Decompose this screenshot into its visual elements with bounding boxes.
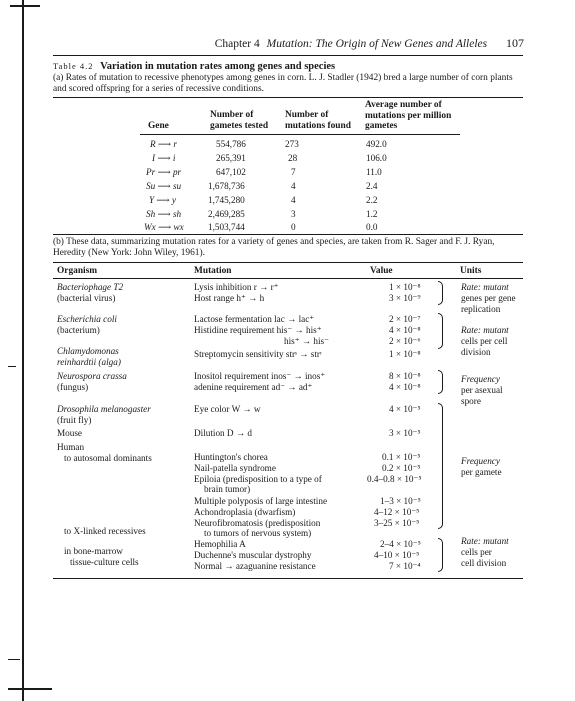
col-gametes-header: Number of gametes tested (210, 110, 269, 131)
brace (438, 313, 443, 349)
col-organism-header: Organism (57, 266, 98, 276)
col-gene-header: Gene (148, 121, 169, 131)
margin-top-tick (10, 5, 40, 7)
value-item: 3–25 × 10⁻⁵ (374, 518, 420, 528)
table-row-gametes: 2,469,285 (208, 209, 245, 219)
brace (438, 538, 443, 572)
mutation-item: his⁺ → his⁻ (284, 336, 329, 346)
unit-line: spore (461, 396, 481, 406)
mutation-item: brain tumor) (204, 484, 251, 494)
organism-sub: (bacterial virus) (57, 293, 116, 303)
organism-name: to X-linked recessives (64, 526, 146, 536)
table-row-average: 2.4 (366, 181, 378, 191)
table-row-gene: Su ⟶ su (146, 181, 182, 191)
part-b-header-bottom-rule (53, 278, 523, 279)
margin-vertical-rule (22, 0, 24, 701)
table-row-gene: Wx ⟶ wx (144, 222, 184, 232)
organism-name: Human (57, 442, 85, 452)
value-item: 0.4–0.8 × 10⁻⁵ (367, 474, 422, 484)
unit-line: Frequency (461, 456, 500, 466)
value-item: 2 × 10⁻⁷ (389, 314, 421, 324)
brace (438, 403, 443, 529)
unit-line: Rate: mutant (461, 536, 509, 546)
unit-line: Frequency (461, 374, 500, 384)
table-row-gametes: 1,678,736 (208, 181, 245, 191)
top-rule (53, 55, 523, 56)
mutation-item: to tumors of nervous system) (204, 528, 312, 538)
unit-line: cells per (461, 547, 492, 557)
table-row-mutations: 3 (291, 209, 296, 219)
organism-sub: reinhardtii (alga) (57, 357, 121, 367)
mutation-item: Duchenne's muscular dystrophy (194, 550, 312, 560)
margin-bottom-tick (8, 688, 52, 690)
part-b-intro: (b) These data, summarizing mutation rates for a variety of genes and species, are taken from R. Sager and F. J. Ryan, Heredity (New York: John Wiley, 1961). (53, 237, 495, 258)
brace (438, 370, 443, 394)
unit-line: genes per gene (461, 293, 516, 303)
table-row-gene: Sh ⟶ sh (146, 209, 182, 219)
table-row-gene: Y ⟶ y (149, 195, 176, 205)
page-number: 107 (506, 36, 524, 50)
mutation-item: Inositol requirement inos⁻ → inos⁺ (194, 371, 326, 381)
mutation-item: Host range h⁺ → h (194, 293, 265, 303)
mutation-item: Lactose fermentation lac → lac⁺ (194, 314, 315, 324)
value-item: 3 × 10⁻⁹ (389, 293, 421, 303)
organism-name: Escherichia coli (57, 314, 117, 324)
unit-line: replication (461, 304, 501, 314)
value-item: 1 × 10⁻⁸ (389, 349, 421, 359)
table-row-gametes: 554,786 (216, 139, 246, 149)
value-item: 1 × 10⁻⁸ (389, 282, 421, 292)
part-a-intro: (a) Rates of mutation to recessive phenotypes among genes in corn. L. J. Stadler (1942) bred a large number of corn plants and scored offspring for a series of recessive conditions. (53, 73, 513, 94)
organism-sub: (fungus) (57, 382, 89, 392)
part-a-bottom-rule (53, 234, 523, 235)
table-row-gametes: 1,745,280 (208, 195, 245, 205)
table-title-text: Variation in mutation rates among genes and species (100, 61, 336, 72)
value-item: 7 × 10⁻⁴ (389, 561, 421, 571)
organism-name: Bacteriophage T2 (57, 282, 124, 292)
part-b-bottom-rule (53, 578, 523, 579)
unit-line: cells per cell (461, 336, 508, 346)
mutation-item: Histidine requirement his⁻ → his⁺ (194, 325, 322, 335)
unit-line: cell division (461, 558, 507, 568)
mutation-item: Huntington's chorea (194, 452, 268, 462)
organism-sub: (fruit fly) (57, 415, 92, 425)
value-item: 4 × 10⁻⁸ (389, 382, 421, 392)
table-row-mutations: 28 (288, 153, 298, 163)
table-row-gene: I ⟶ i (152, 153, 176, 163)
table-row-gene: Pr ⟶ pr (146, 167, 182, 177)
mutation-item: Achondroplasia (dwarfism) (194, 507, 296, 517)
mutation-item: Eye color W → w (194, 404, 261, 414)
value-item: 0.2 × 10⁻⁵ (382, 463, 421, 473)
mutation-item: Dilution D → d (194, 428, 252, 438)
margin-small-tick (8, 659, 20, 660)
organism-name: Drosophila melanogaster (57, 404, 151, 414)
part-b-header-top-rule (53, 262, 523, 263)
chapter-label: Chapter 4 (214, 38, 260, 50)
brace (438, 281, 443, 305)
table-row-gametes: 1,503,744 (208, 222, 245, 232)
value-item: 3 × 10⁻⁵ (389, 428, 421, 438)
unit-line: Rate: mutant (461, 325, 509, 335)
mutation-item: Streptomycin sensitivity strˢ → strʳ (194, 349, 322, 359)
value-item: 8 × 10⁻⁸ (389, 371, 421, 381)
unit-line: Rate: mutant (461, 282, 509, 292)
value-item: 4 × 10⁻⁵ (389, 404, 421, 414)
table-row-gametes: 265,391 (216, 153, 246, 163)
col-average-header: Average number of mutations per million gametes (365, 100, 452, 131)
value-item: 4–12 × 10⁻⁵ (374, 507, 420, 517)
margin-small-tick (8, 366, 16, 367)
mutation-item: Normal → azaguanine resistance (194, 561, 316, 571)
table-row-mutations: 0 (291, 222, 296, 232)
value-item: 0.1 × 10⁻⁵ (382, 452, 421, 462)
organism-name: Chlamydomonas (57, 346, 119, 356)
col-mutation-header: Mutation (194, 266, 232, 276)
page-header (0, 36, 524, 51)
table-row-gametes: 647,102 (216, 167, 246, 177)
unit-line: per gamete (461, 467, 502, 477)
chapter-title: Mutation: The Origin of New Genes and Alleles (266, 38, 488, 50)
mutation-item: Lysis inhibition r → r⁺ (194, 282, 279, 292)
table-row-average: 106.0 (366, 153, 387, 163)
organism-name: Neurospora crassa (57, 371, 127, 381)
value-item: 1–3 × 10⁻⁵ (380, 496, 421, 506)
mutation-item: Multiple polyposis of large intestine (194, 496, 328, 506)
value-item: 4–10 × 10⁻⁵ (374, 550, 420, 560)
table-row-mutations: 4 (291, 181, 296, 191)
table-label: Table 4.2 (53, 61, 94, 71)
table-title (53, 61, 335, 72)
mutation-item: Hemophilia A (194, 539, 246, 549)
table-row-average: 2.2 (366, 195, 378, 205)
unit-line: division (461, 347, 491, 357)
table-row-average: 492.0 (366, 139, 387, 149)
col-units-header: Units (460, 266, 482, 276)
organism-sub: tissue-culture cells (70, 557, 139, 567)
col-value-header: Value (370, 266, 393, 276)
organism-name: in bone-marrow (64, 546, 123, 556)
unit-line: per asexual (461, 385, 503, 395)
part-a-header-bottom-rule (140, 134, 460, 135)
organism-sub: (bacterium) (57, 325, 100, 335)
organism-sub: to autosomal dominants (64, 453, 152, 463)
table-row-mutations: 7 (291, 167, 296, 177)
value-item: 2 × 10⁻⁶ (389, 336, 421, 346)
table-row-mutations: 4 (291, 195, 296, 205)
value-item: 2–4 × 10⁻⁵ (380, 539, 421, 549)
table-row-mutations: 273 (285, 139, 299, 149)
col-mutations-header: Number of mutations found (285, 110, 351, 131)
mutation-item: Epiloia (predisposition to a type of (194, 474, 322, 484)
mutation-item: adenine requirement ad⁻ → ad⁺ (194, 382, 313, 392)
mutation-item: Nail-patella syndrome (194, 463, 276, 473)
part-a-header-top-rule (53, 97, 523, 98)
organism-name: Mouse (57, 428, 83, 438)
mutation-item: Neurofibromatosis (predisposition (194, 518, 321, 528)
table-row-average: 11.0 (366, 167, 382, 177)
table-row-average: 1.2 (366, 209, 378, 219)
value-item: 4 × 10⁻⁸ (389, 325, 421, 335)
table-row-average: 0.0 (366, 222, 378, 232)
table-row-gene: R ⟶ r (150, 139, 177, 149)
